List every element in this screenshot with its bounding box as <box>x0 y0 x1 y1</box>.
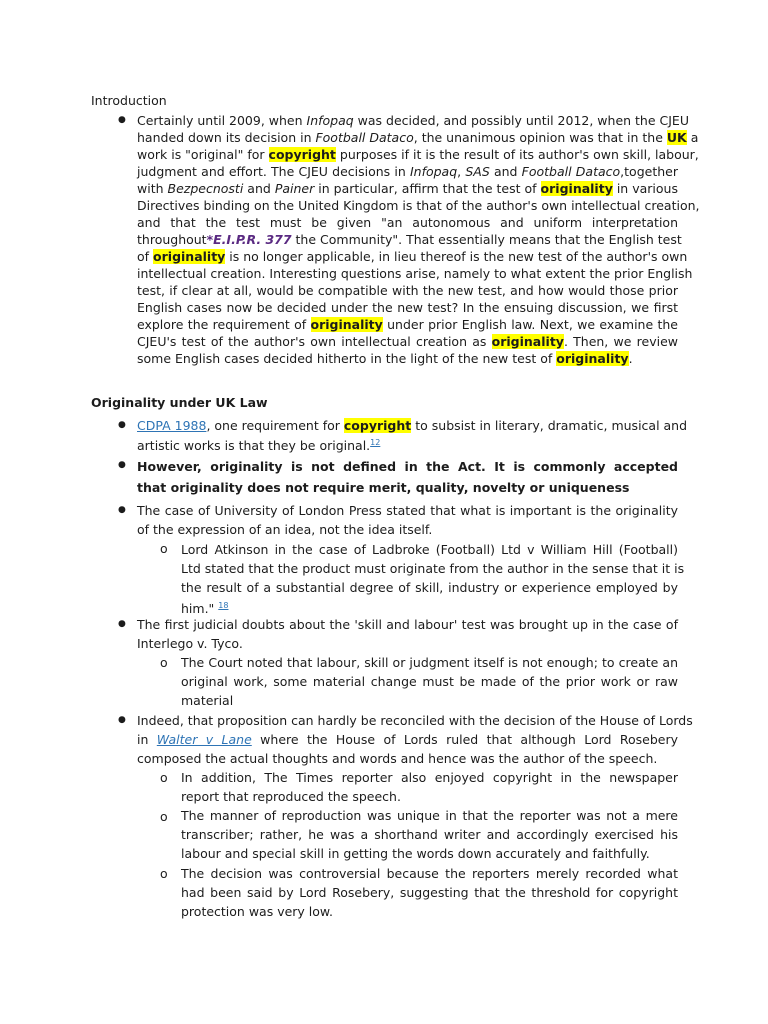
sub-bullet-icon: o <box>160 655 168 670</box>
text-line: protection was very low. <box>181 904 333 919</box>
text-line: The manner of reproduction was unique in that the reporter was not a mere <box>181 808 678 823</box>
bullet-icon: ● <box>118 115 126 125</box>
text-line: explore the requirement of originality under prior English law. Next, we examine the <box>137 317 678 332</box>
text-line: The first judicial doubts about the 'skill and labour' test was brought up in the case of <box>137 617 678 632</box>
text-line: Indeed, that proposition can hardly be reconciled with the decision of the House of Lords <box>137 713 693 728</box>
cdpa-link[interactable]: CDPA 1988 <box>137 418 207 433</box>
text-line: work is "original" for copyright purposes if it is the result of its author's own skill, labour, <box>137 147 699 162</box>
text-line: material <box>181 693 234 708</box>
text-line: composed the actual thoughts and words and hence was the author of the speech. <box>137 751 658 766</box>
text-line: throughout*E.I.P.R. 377 the Community". That essentially means that the English test <box>137 232 682 247</box>
text-line: labour and special skill in getting the words down accurately and faithfully. <box>181 846 650 861</box>
intro-heading: Introduction <box>91 93 167 108</box>
sub-bullet-icon: o <box>160 809 168 824</box>
sub-bullet-icon: o <box>160 541 168 556</box>
text-line: of originality is no longer applicable, in lieu thereof is the new test of the author's own <box>137 249 688 264</box>
bullet-icon: ● <box>118 715 126 725</box>
text-line: In addition, The Times reporter also enjoyed copyright in the newspaper <box>181 770 678 785</box>
search-highlight: UK <box>666 130 687 145</box>
text-line: However, originality is not defined in the Act. It is commonly accepted <box>137 459 678 474</box>
text-line: in Walter v Lane where the House of Lords ruled that although Lord Rosebery <box>137 732 678 747</box>
text-line: of the expression of an idea, not the idea itself. <box>137 522 433 537</box>
sub-bullet-icon: o <box>160 866 168 881</box>
text-line: CDPA 1988, one requirement for copyright to subsist in literary, dramatic, musical and <box>137 418 688 433</box>
bullet-icon: ● <box>118 460 126 470</box>
sub-bullet-icon: o <box>160 770 168 785</box>
text-line: The case of University of London Press stated that what is important is the originality <box>137 503 678 518</box>
text-line: the result of a substantial degree of skill, industry or experience employed by <box>181 580 678 595</box>
text-line: test, if clear at all, would be compatible with the new test, and how would those prior <box>137 283 678 298</box>
text-line: that originality does not require merit, quality, novelty or uniqueness <box>137 480 630 495</box>
search-highlight: copyright <box>343 418 412 433</box>
text-line: Certainly until 2009, when Infopaq was decided, and possibly until 2012, when the CJEU <box>137 113 689 128</box>
text-line: CJEU's test of the author's own intellectual creation as originality. Then, we review <box>137 334 678 349</box>
text-line: Lord Atkinson in the case of Ladbroke (Football) Ltd v William Hill (Football) <box>181 542 678 557</box>
uk-law-heading: Originality under UK Law <box>91 395 268 410</box>
text-line: Interlego v. Tyco. <box>137 636 243 651</box>
walter-v-lane-link[interactable]: Walter v Lane <box>156 732 252 747</box>
search-highlight: originality <box>540 181 613 196</box>
text-line: English cases now be decided under the new test? In the ensuing discussion, we first <box>137 300 678 315</box>
text-line: Directives binding on the United Kingdom is that of the author's own intellectual creation, <box>137 198 700 213</box>
text-line: original work, some material change must be made of the prior work or raw <box>181 674 678 689</box>
text-line: some English cases decided hitherto in the light of the new test of originality. <box>137 351 633 366</box>
footnote-link[interactable]: 18 <box>218 601 229 610</box>
text-line: Ltd stated that the product must originate from the author in the sense that it is <box>181 561 685 576</box>
search-highlight: originality <box>491 334 564 349</box>
text-line: handed down its decision in Football Dataco, the unanimous opinion was that in the UK a <box>137 130 699 145</box>
text-line: transcriber; rather, he was a shorthand writer and accordingly exercised his <box>181 827 678 842</box>
text-line: The Court noted that labour, skill or judgment itself is not enough; to create an <box>181 655 678 670</box>
text-line: judgment and effort. The CJEU decisions in Infopaq, SAS and Football Dataco,together <box>137 164 678 179</box>
text-line: had been said by Lord Rosebery, suggesting that the threshold for copyright <box>181 885 678 900</box>
search-highlight: originality <box>310 317 383 332</box>
bullet-icon: ● <box>118 619 126 629</box>
text-line: report that reproduced the speech. <box>181 789 401 804</box>
search-highlight: originality <box>153 249 226 264</box>
bullet-icon: ● <box>118 505 126 515</box>
text-line: with Bezpecnosti and Painer in particular, affirm that the test of originality in various <box>137 181 678 196</box>
footnote-link[interactable]: 12 <box>370 438 381 447</box>
bullet-icon: ● <box>118 420 126 430</box>
text-line: him." $^{18}$ <box>181 601 229 616</box>
text-line: and that the test must be given "an autonomous and uniform interpretation <box>137 215 678 230</box>
text-line: The decision was controversial because the reporters merely recorded what <box>181 866 678 881</box>
citation: *E.I.P.R. 377 <box>206 232 292 247</box>
text-line: artistic works is that they be original.$^{12}$ <box>137 438 381 453</box>
search-highlight: copyright <box>268 147 336 162</box>
search-highlight: originality <box>556 351 629 366</box>
text-line: intellectual creation. Interesting questions arise, namely to what extent the prior English <box>137 266 693 281</box>
